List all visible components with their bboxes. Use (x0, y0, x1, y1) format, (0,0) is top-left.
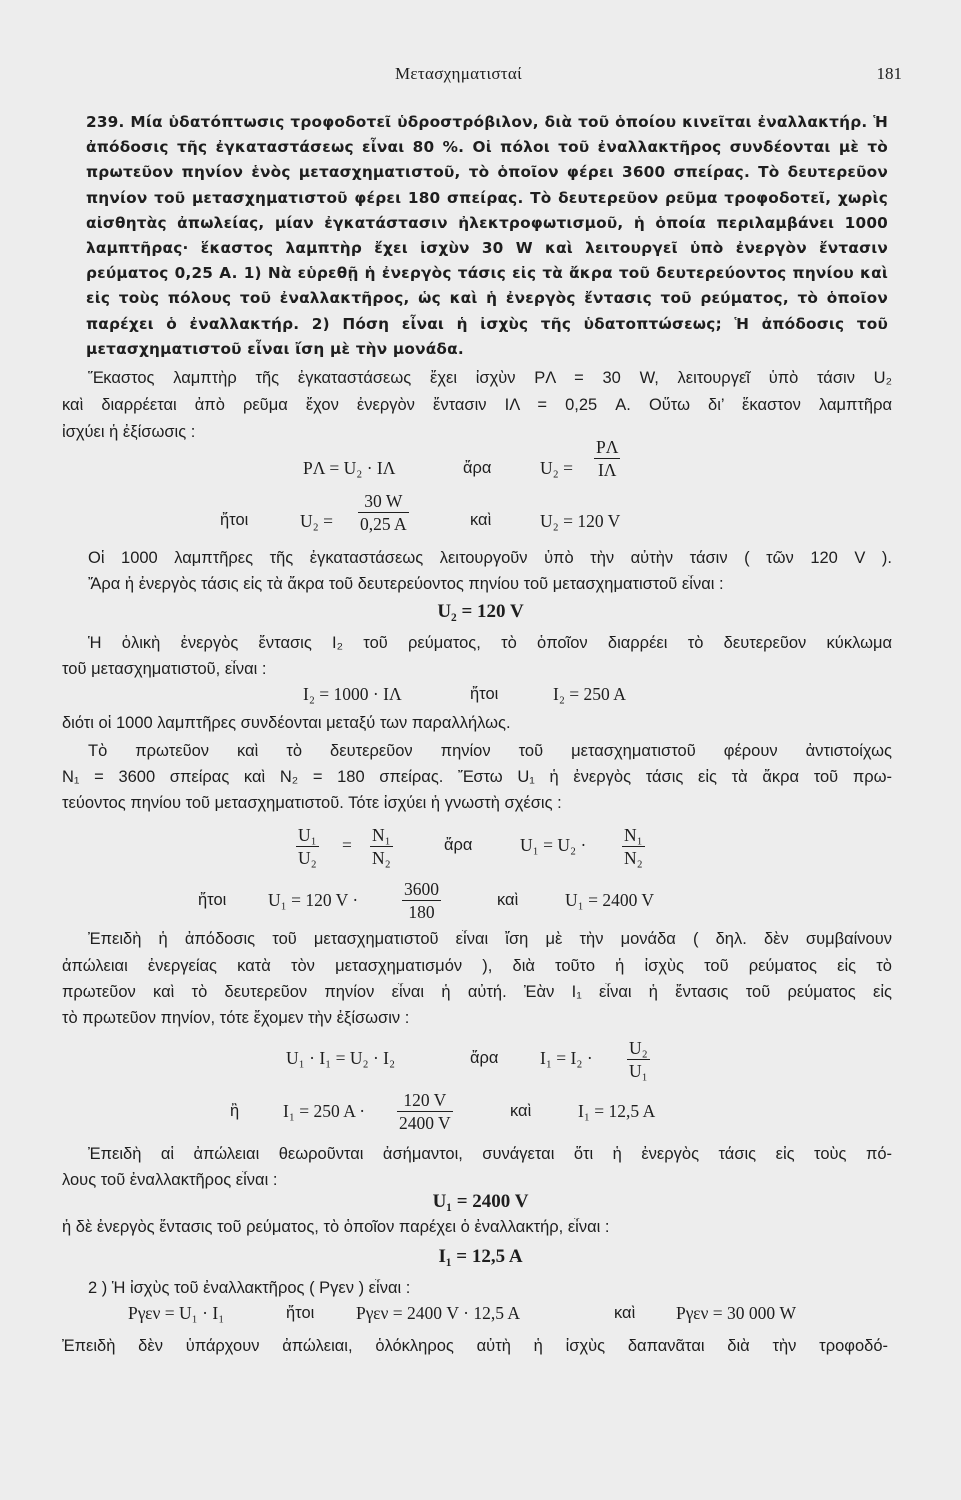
fraction: N₁ N₂ (624, 825, 643, 868)
text-line: ἡ δὲ ἐνεργὸς ἔντασις τοῦ ρεύματος, τὸ ὁποῖον παρέχει ὁ ἐναλλακτήρ, εἶναι : (62, 1218, 610, 1236)
text-line: Ἐπειδὴ ἡ ἀπόδοσις τοῦ μετασχηματιστοῦ εἶναι ἴση μὲ τὴν μονάδα ( δηλ. δὲν συμβαίνουν (88, 930, 892, 948)
equation-word: ἄρα (463, 459, 492, 477)
fraction: PΛ IΛ (596, 437, 619, 480)
equation-middle: Pγεν = 2400 V · 12,5 A (356, 1303, 520, 1323)
text-line: N₁ = 3600 σπείρας καὶ N₂ = 180 σπείρας. Ἔστω U₁ ἡ ἐνεργὸς τάσις εἰς τὰ ἄκρα τοῦ πρω- (62, 768, 892, 786)
text-line: τοῦ μετασχηματιστοῦ, εἶναι : (62, 660, 267, 678)
text-line: Οἱ 1000 λαμπτῆρες τῆς ἐγκαταστάσεως λειτουργοῦν ὑπὸ τὴν αὐτὴν τάσιν ( τῶν 120 V ). (88, 549, 892, 567)
text-line: καὶ διαρρέεται ἀπὸ ρεῦμα ἔχον ἐνεργὸν ἔντασιν IΛ = 0,25 A. Οὕτω δι’ ἕκαστον λαμπτῆρα (62, 396, 892, 414)
equation-word: καὶ (497, 891, 519, 909)
fraction: N₁ N₂ (372, 825, 391, 868)
result-i1: I₁ = 12,5 A (438, 1246, 523, 1267)
result-u2: U₂ = 120 V (437, 601, 524, 622)
equation-word: καὶ (510, 1102, 532, 1120)
text-line: διότι οἱ 1000 λαμπτῆρες συνδέονται μεταξύ των παραλλήλως. (62, 714, 511, 732)
text-line: Ἐπειδὴ αἱ ἀπώλειαι θεωροῦνται ἀσήμαντοι, συνάγεται ὅτι ἡ ἐνεργὸς τάσις εἰς τοὺς πό- (88, 1145, 892, 1163)
text-line: 2 ) Ἡ ἰσχὺς τοῦ ἐναλλακτῆρος ( Pγεν ) εἶναι : (88, 1279, 411, 1297)
text-line: Ἄρα ἡ ἐνεργὸς τάσις εἰς τὰ ἄκρα τοῦ δευτερεύοντος πηνίου τοῦ μετασχηματιστοῦ εἶναι : (88, 575, 724, 593)
equation-lhs: I₁ = I₂ · (540, 1048, 593, 1068)
equation-word: ἤτοι (220, 511, 249, 529)
equation-lhs: U₂ = (540, 458, 573, 478)
equation-word: ἤτοι (198, 891, 227, 909)
equation-word: ἤτοι (286, 1304, 315, 1322)
equation-word: ἤτοι (470, 685, 499, 703)
running-header: Μετασχηματισταί (395, 64, 522, 83)
equation-generator-power: Pγεν = U₁ · I₁ (128, 1303, 225, 1323)
equation-word: καὶ (470, 511, 492, 529)
text-line: Ἐπειδὴ δὲν ὑπάρχουν ἀπώλειαι, ὁλόκληρος αὐτὴ ἡ ἰσχὺς δαπανᾶται διὰ τὴν τροφοδό- (62, 1337, 888, 1355)
fraction: U₁ U₂ (298, 825, 317, 868)
problem-statement: 239. Μία ὑδατόπτωσις τροφοδοτεῖ ὑδροστρόβιλον, διὰ τοῦ ὁποίου κινεῖται ἐναλλακτήρ. Ἡ ἀπόδοσις τῆς ἐγκαταστάσεως εἶναι 80 %. Οἱ πόλοι τοῦ ἐναλλακτῆρος συνδέονται μὲ τὸ πρωτεῦον πηνίον ἑνὸς μετασχηματιστοῦ, τὸ ὁποῖον φέρει 3600 σπείρας. Τὸ δευτερεῦον πηνίον τοῦ μετασχηματιστοῦ φέρει 180 σπείρας. Τὸ δευτερεῦον ρεῦμα τροφοδοτεῖ, χωρὶς αἰσθητὰς ἀπωλείας, μίαν ἐγκατάστασιν ἠλεκτροφωτισμοῦ, ἡ ὁποία περιλαμβάνει 1000 λαμπτῆρας· ἕκαστος λαμπτὴρ ἔχει ἰσχὺν 30 W καὶ λειτουργεῖ ὑπὸ ἐνεργὸν ἔντασιν ρεύματος 0,25 A. 1) Νὰ εὑρεθῇ ἡ ἐνεργὸς τάσις εἰς τὰ ἄκρα τοῦ δευτερεύοντος πηνίου καὶ εἰς τοὺς πόλους τοῦ ἐναλλακτῆρος, ὡς καὶ ἡ ἐνεργὸς ἔντασις τοῦ ρεύματος, τὸ ὁποῖον παρέχει ὁ ἐναλλακτήρ. 2) Πόση εἶναι ἡ ἰσχὺς τῆς ὑδατοπτώσεως; Ἡ ἀπόδοσις τοῦ μετασχηματιστοῦ εἶναι ἴση μὲ τὴν μονάδα. (86, 113, 888, 358)
equation-word: καὶ (614, 1304, 636, 1322)
fraction: U₂ U₁ (629, 1038, 648, 1081)
text-line: λους τοῦ ἐναλλακτῆρος εἶναι : (62, 1171, 278, 1189)
equation-lamp-power: PΛ = U₂ · IΛ (303, 458, 396, 478)
equation-result: Pγεν = 30 000 W (676, 1303, 797, 1323)
equation-power-balance: U₁ · I₁ = U₂ · I₂ (286, 1048, 396, 1068)
text-line: τὸ πρωτεῦον πηνίον, τότε ἔχομεν τὴν ἐξίσωσιν : (62, 1009, 410, 1027)
equation-sign: = (342, 835, 352, 855)
equation-lhs: U₁ = U₂ · (520, 835, 587, 855)
equation-word: ἢ (230, 1102, 240, 1120)
equation-result: I₂ = 250 A (553, 684, 626, 704)
page-number: 181 (876, 64, 902, 83)
result-u1: U₁ = 2400 V (432, 1191, 529, 1212)
fraction: 3600 180 (404, 879, 439, 922)
text-line: ἰσχύει ἡ ἐξίσωσις : (62, 423, 196, 441)
equation-result: U₁ = 2400 V (565, 890, 655, 910)
equation-word: ἄρα (470, 1049, 499, 1067)
fraction: 120 V 2400 V (399, 1090, 451, 1133)
equation-result: U₂ = 120 V (540, 511, 621, 531)
equation-lhs: U₂ = (300, 511, 333, 531)
equation-result: I₁ = 12,5 A (578, 1101, 656, 1121)
equation-total-current: I₂ = 1000 · IΛ (303, 684, 402, 704)
text-line: Ἕκαστος λαμπτὴρ τῆς ἐγκαταστάσεως ἔχει ἰσχὺν PΛ = 30 W, λειτουργεῖ ὑπὸ τάσιν U₂ (88, 369, 892, 387)
text-line: Τὸ πρωτεῦον καὶ τὸ δευτερεῦον πηνίον τοῦ μετασχηματιστοῦ φέρουν ἀντιστοίχως (88, 742, 892, 760)
text-line: πρωτεῦον καὶ τὸ δευτερεῦον πηνίον εἶναι ἡ αὐτή. Ἐὰν I₁ εἶναι ἡ ἔντασις τοῦ ρεύματος εἰς (62, 983, 892, 1001)
equation-lhs: I₁ = 250 A · (283, 1101, 366, 1121)
text-line: τεύοντος πηνίου τοῦ μετασχηματιστοῦ. Τότε ἰσχύει ἡ γνωστὴ σχέσις : (62, 794, 562, 812)
equation-lhs: U₁ = 120 V · (268, 890, 359, 910)
fraction: 30 W 0,25 A (360, 491, 407, 534)
text-line: ἀπώλειαι ἐνεργείας κατὰ τὸν μετασχηματισμόν ), διὰ τοῦτο ἡ ἰσχὺς τοῦ ρεύματος εἰς τὸ (62, 957, 892, 975)
text-line: Ἡ ὁλικὴ ἐνεργὸς ἔντασις I₂ τοῦ ρεύματος, τὸ ὁποῖον διαρρέει τὸ δευτερεῦον κύκλωμα (88, 634, 892, 652)
equation-word: ἄρα (444, 836, 473, 854)
